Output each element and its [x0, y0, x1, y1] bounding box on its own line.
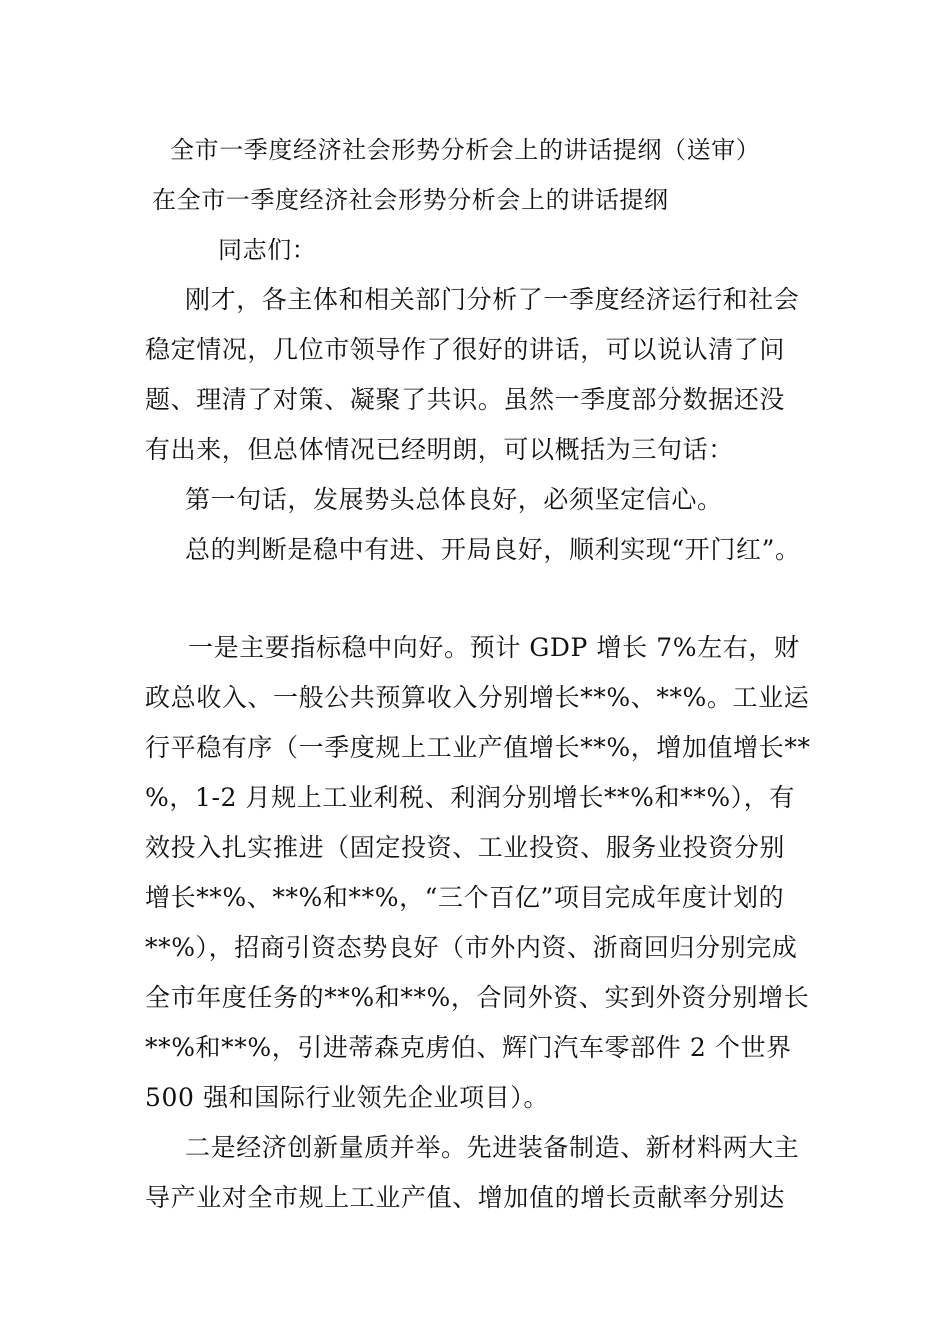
paragraph-line: 有出来，但总体情况已经明朗，可以概括为三句话：	[145, 435, 734, 464]
paragraph-line: 题、理清了对策、凝聚了共识。虽然一季度部分数据还没	[145, 385, 786, 414]
paragraph-line: 导产业对全市规上工业产值、增加值的增长贡献率分别达	[145, 1183, 786, 1212]
paragraph-line: 刚才，各主体和相关部门分析了一季度经济运行和社会	[185, 285, 800, 314]
paragraph-line: 增长**%、**%和**%，“三个百亿”项目完成年度计划的	[145, 883, 785, 912]
paragraph-line: 行平稳有序（一季度规上工业产值增长**%，增加值增长**	[145, 733, 811, 762]
paragraph-line: 稳定情况，几位市领导作了很好的讲话，可以说认清了问	[145, 335, 786, 364]
paragraph-line: 效投入扎实推进（固定投资、工业投资、服务业投资分别	[145, 833, 786, 862]
paragraph-line: **%），招商引资态势良好（市外内资、浙商回归分别完成	[145, 933, 798, 962]
paragraph-line: 总的判断是稳中有进、开局良好，顺利实现“开门红”。	[185, 535, 801, 564]
paragraph-line: 二是经济创新量质并举。先进装备制造、新材料两大主	[185, 1133, 800, 1162]
document-title: 全市一季度经济社会形势分析会上的讲话提纲（送审）	[170, 136, 761, 164]
paragraph-line: **%和**%，引进蒂森克虏伯、辉门汽车零部件 2 个世界	[145, 1033, 792, 1062]
document-subtitle: 在全市一季度经济社会形势分析会上的讲话提纲	[152, 186, 669, 214]
paragraph-line: 一是主要指标稳中向好。预计 GDP 增长 7%左右，财	[188, 633, 800, 662]
paragraph-line: 500 强和国际行业领先企业项目）。	[145, 1083, 549, 1112]
paragraph-line: %，1-2 月规上工业利税、利润分别增长**%和**%），有	[145, 783, 795, 812]
paragraph-line: 第一句话，发展势头总体良好，必须坚定信心。	[185, 485, 723, 514]
greeting: 同志们：	[218, 236, 317, 264]
paragraph-line: 全市年度任务的**%和**%，合同外资、实到外资分别增长	[145, 983, 810, 1012]
paragraph-line: 政总收入、一般公共预算收入分别增长**%、**%。工业运	[145, 683, 810, 712]
